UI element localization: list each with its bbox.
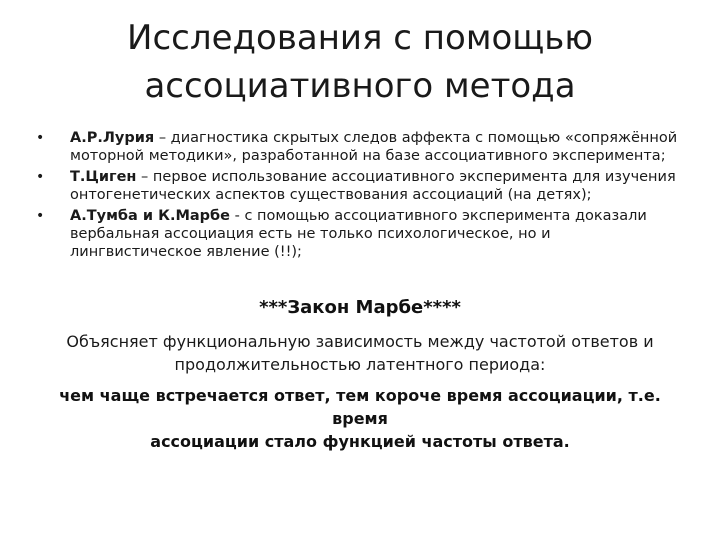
- list-item-luria: [36, 130, 686, 165]
- bullet-icon: •: [36, 208, 45, 225]
- list-item-thumb-marbe: [36, 208, 686, 261]
- bullet-icon: •: [36, 130, 45, 146]
- law-explanation-line-1: Объясняет функциональную зависимость между частотой ответов и: [66, 332, 654, 351]
- law-conclusion-line-1: чем чаще встречается ответ, тем короче время ассоциации, т.е. время: [59, 386, 661, 428]
- law-conclusion: [30, 384, 690, 453]
- bullet-icon: •: [36, 169, 45, 186]
- research-description: – диагностика скрытых следов аффекта с помощью «сопряжённой моторной методики», разработанной на базе ассоциативного эксперимента;: [70, 130, 678, 164]
- researcher-list: [36, 130, 686, 265]
- law-heading: ***Закон Марбе****: [259, 297, 461, 318]
- law-explanation-line-2: продолжительностью латентного периода:: [174, 355, 546, 374]
- researcher-name: А.Р.Лурия: [70, 130, 155, 146]
- slide-title: [40, 14, 680, 110]
- list-item-ziehen: [36, 169, 686, 204]
- researcher-name: А.Тумба и К.Марбе: [70, 208, 231, 225]
- law-conclusion-line-2: ассоциации стало функцией частоты ответа.: [150, 432, 570, 451]
- research-description: - с помощью ассоциативного эксперимента доказали вербальная ассоциация есть не только психологическое, но и лингвистическое явление (!!);: [70, 208, 647, 260]
- law-explanation: [30, 330, 690, 376]
- slide-title-line-1: Исследования с помощью: [127, 18, 593, 58]
- slide-title-line-2: ассоциативного метода: [144, 66, 576, 106]
- researcher-name: Т.Циген: [70, 169, 137, 186]
- research-description: – первое использование ассоциативного эксперимента для изучения онтогенетических аспектов существования ассоциаций (на детях);: [70, 169, 676, 203]
